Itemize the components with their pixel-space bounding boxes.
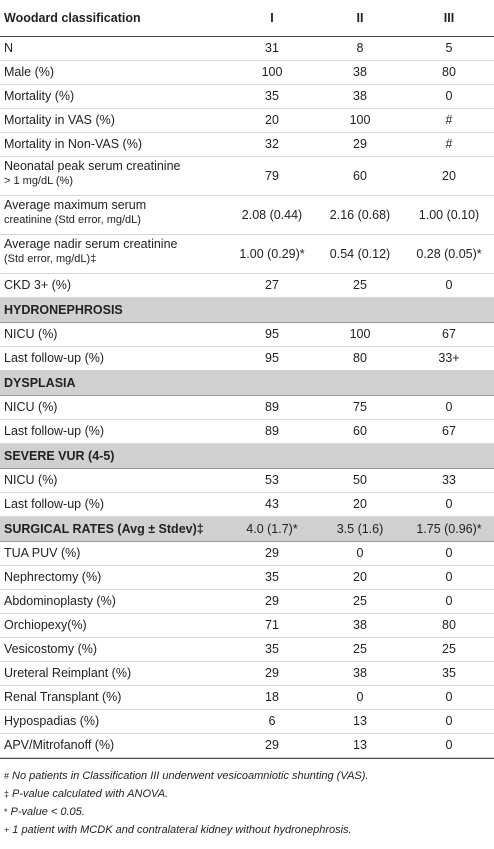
header-classification: Woodard classification — [0, 0, 228, 37]
cell-class-i: 53 — [228, 469, 316, 493]
row-label: N — [0, 37, 228, 61]
cell-class-ii: 0 — [316, 686, 404, 710]
footnote-text: P-value calculated with ANOVA. — [12, 788, 169, 800]
row-label: Hypospadias (%) — [0, 710, 228, 734]
table-row — [0, 614, 494, 638]
footnote-text: P-value < 0.05. — [10, 806, 85, 818]
table-row — [0, 235, 494, 274]
table-row — [0, 662, 494, 686]
cell-class-ii: 29 — [316, 133, 404, 157]
row-label: Vesicostomy (%) — [0, 638, 228, 662]
section-label: SEVERE VUR (4-5) — [0, 444, 494, 469]
table-row — [0, 734, 494, 758]
table-row — [0, 638, 494, 662]
cell-class-ii: 100 — [316, 109, 404, 133]
row-label: Mortality in VAS (%) — [0, 109, 228, 133]
cell-class-iii: 35 — [404, 662, 494, 686]
header-class-ii: II — [316, 0, 404, 37]
table-row — [0, 109, 494, 133]
cell-class-ii: 100 — [316, 323, 404, 347]
table-row — [0, 542, 494, 566]
cell-class-ii: 80 — [316, 347, 404, 371]
row-label: Male (%) — [0, 61, 228, 85]
footnote — [4, 767, 490, 785]
footnote — [4, 803, 490, 821]
cell-class-i: 95 — [228, 323, 316, 347]
cell-class-iii: 1.75 (0.96)* — [404, 517, 494, 542]
section-label: DYSPLASIA — [0, 371, 494, 396]
table-row — [0, 61, 494, 85]
cell-class-ii: 25 — [316, 590, 404, 614]
row-label — [0, 196, 228, 235]
row-label-line: > 1 mg/dL (%) — [4, 175, 73, 187]
section-header-row — [0, 444, 494, 469]
cell-class-ii: 38 — [316, 662, 404, 686]
section-header-row — [0, 298, 494, 323]
section-label: HYDRONEPHROSIS — [0, 298, 494, 323]
cell-class-iii: 0 — [404, 493, 494, 517]
cell-class-i: 71 — [228, 614, 316, 638]
table-row — [0, 493, 494, 517]
row-label: Mortality (%) — [0, 85, 228, 109]
footnotes — [0, 758, 494, 839]
cell-class-ii: 0.54 (0.12) — [316, 235, 404, 274]
cell-class-iii: # — [404, 133, 494, 157]
row-label: Nephrectomy (%) — [0, 566, 228, 590]
table-row — [0, 37, 494, 61]
cell-class-ii: 38 — [316, 85, 404, 109]
cell-class-i: 20 — [228, 109, 316, 133]
cell-class-iii: 0 — [404, 542, 494, 566]
cell-class-i: 35 — [228, 85, 316, 109]
row-label: NICU (%) — [0, 469, 228, 493]
row-label-line: (Std error, mg/dL)‡ — [4, 253, 97, 265]
cell-class-i: 95 — [228, 347, 316, 371]
cell-class-ii: 38 — [316, 614, 404, 638]
footnote-text: No patients in Classification III underwent vesicoamniotic shunting (VAS). — [12, 770, 369, 782]
cell-class-iii: 0 — [404, 734, 494, 758]
footnote — [4, 785, 490, 803]
cell-class-iii: 0 — [404, 566, 494, 590]
row-label: Last follow-up (%) — [0, 493, 228, 517]
cell-class-ii: 2.16 (0.68) — [316, 196, 404, 235]
row-label — [0, 157, 228, 196]
cell-class-ii: 38 — [316, 61, 404, 85]
row-label: Mortality in Non-VAS (%) — [0, 133, 228, 157]
cell-class-ii: 75 — [316, 396, 404, 420]
cell-class-i: 27 — [228, 274, 316, 298]
cell-class-ii: 8 — [316, 37, 404, 61]
cell-class-i: 35 — [228, 566, 316, 590]
cell-class-i: 29 — [228, 734, 316, 758]
table-row — [0, 133, 494, 157]
footnote-mark: + — [4, 825, 10, 835]
row-label: Orchiopexy(%) — [0, 614, 228, 638]
cell-class-i: 4.0 (1.7)* — [228, 517, 316, 542]
table-row — [0, 196, 494, 235]
row-label: TUA PUV (%) — [0, 542, 228, 566]
cell-class-i: 89 — [228, 420, 316, 444]
cell-class-ii: 3.5 (1.6) — [316, 517, 404, 542]
row-label: NICU (%) — [0, 396, 228, 420]
cell-class-i: 29 — [228, 662, 316, 686]
cell-class-ii: 13 — [316, 734, 404, 758]
cell-class-iii: 0 — [404, 590, 494, 614]
cell-class-i: 32 — [228, 133, 316, 157]
table-row — [0, 469, 494, 493]
table-row — [0, 420, 494, 444]
cell-class-iii: 0 — [404, 710, 494, 734]
cell-class-ii: 25 — [316, 638, 404, 662]
header-class-iii: III — [404, 0, 494, 37]
row-label: Last follow-up (%) — [0, 347, 228, 371]
cell-class-iii: 0.28 (0.05)* — [404, 235, 494, 274]
footnote-mark: * — [4, 807, 8, 817]
footnote-mark: # — [4, 771, 10, 781]
row-label: Renal Transplant (%) — [0, 686, 228, 710]
row-label: NICU (%) — [0, 323, 228, 347]
cell-class-iii: 67 — [404, 323, 494, 347]
row-label-line: creatinine (Std error, mg/dL) — [4, 214, 141, 226]
table-row — [0, 85, 494, 109]
cell-class-iii: 25 — [404, 638, 494, 662]
table-row — [0, 274, 494, 298]
cell-class-i: 18 — [228, 686, 316, 710]
cell-class-ii: 50 — [316, 469, 404, 493]
cell-class-ii: 60 — [316, 157, 404, 196]
header-row — [0, 0, 494, 37]
table-row — [0, 323, 494, 347]
cell-class-iii: 0 — [404, 274, 494, 298]
cell-class-ii: 60 — [316, 420, 404, 444]
footnote — [4, 821, 490, 839]
section-header-row — [0, 517, 494, 542]
cell-class-i: 31 — [228, 37, 316, 61]
row-label: Last follow-up (%) — [0, 420, 228, 444]
footnote-text: 1 patient with MCDK and contralateral kidney without hydronephrosis. — [12, 824, 352, 836]
cell-class-i: 79 — [228, 157, 316, 196]
cell-class-i: 89 — [228, 396, 316, 420]
cell-class-iii: 80 — [404, 614, 494, 638]
cell-class-ii: 13 — [316, 710, 404, 734]
row-label: APV/Mitrofanoff (%) — [0, 734, 228, 758]
row-label: SURGICAL RATES (Avg ± Stdev)‡ — [0, 517, 228, 542]
row-label: Ureteral Reimplant (%) — [0, 662, 228, 686]
table-row — [0, 396, 494, 420]
cell-class-iii: 33+ — [404, 347, 494, 371]
cell-class-iii: 0 — [404, 396, 494, 420]
section-header-row — [0, 371, 494, 396]
cell-class-iii: 0 — [404, 85, 494, 109]
cell-class-iii: 1.00 (0.10) — [404, 196, 494, 235]
row-label-line: Neonatal peak serum creatinine — [4, 159, 181, 173]
cell-class-i: 2.08 (0.44) — [228, 196, 316, 235]
row-label: CKD 3+ (%) — [0, 274, 228, 298]
cell-class-iii: 0 — [404, 686, 494, 710]
cell-class-iii: 20 — [404, 157, 494, 196]
cell-class-i: 1.00 (0.29)* — [228, 235, 316, 274]
table-row — [0, 566, 494, 590]
cell-class-i: 100 — [228, 61, 316, 85]
cell-class-ii: 0 — [316, 542, 404, 566]
cell-class-ii: 20 — [316, 493, 404, 517]
table-header — [0, 0, 494, 37]
row-label-line: Average nadir serum creatinine — [4, 237, 178, 251]
row-label-line: Average maximum serum — [4, 198, 147, 212]
table-row — [0, 347, 494, 371]
cell-class-i: 29 — [228, 590, 316, 614]
cell-class-iii: 5 — [404, 37, 494, 61]
cell-class-iii: 67 — [404, 420, 494, 444]
cell-class-i: 6 — [228, 710, 316, 734]
header-class-i: I — [228, 0, 316, 37]
cell-class-i: 43 — [228, 493, 316, 517]
table-row — [0, 157, 494, 196]
cell-class-ii: 25 — [316, 274, 404, 298]
row-label: Abdominoplasty (%) — [0, 590, 228, 614]
cell-class-i: 29 — [228, 542, 316, 566]
cell-class-iii: # — [404, 109, 494, 133]
table-body — [0, 37, 494, 758]
footnote-mark: ‡ — [4, 789, 10, 799]
cell-class-i: 35 — [228, 638, 316, 662]
row-label — [0, 235, 228, 274]
table-row — [0, 710, 494, 734]
table-row — [0, 590, 494, 614]
table-row — [0, 686, 494, 710]
cell-class-iii: 80 — [404, 61, 494, 85]
cell-class-iii: 33 — [404, 469, 494, 493]
cell-class-ii: 20 — [316, 566, 404, 590]
